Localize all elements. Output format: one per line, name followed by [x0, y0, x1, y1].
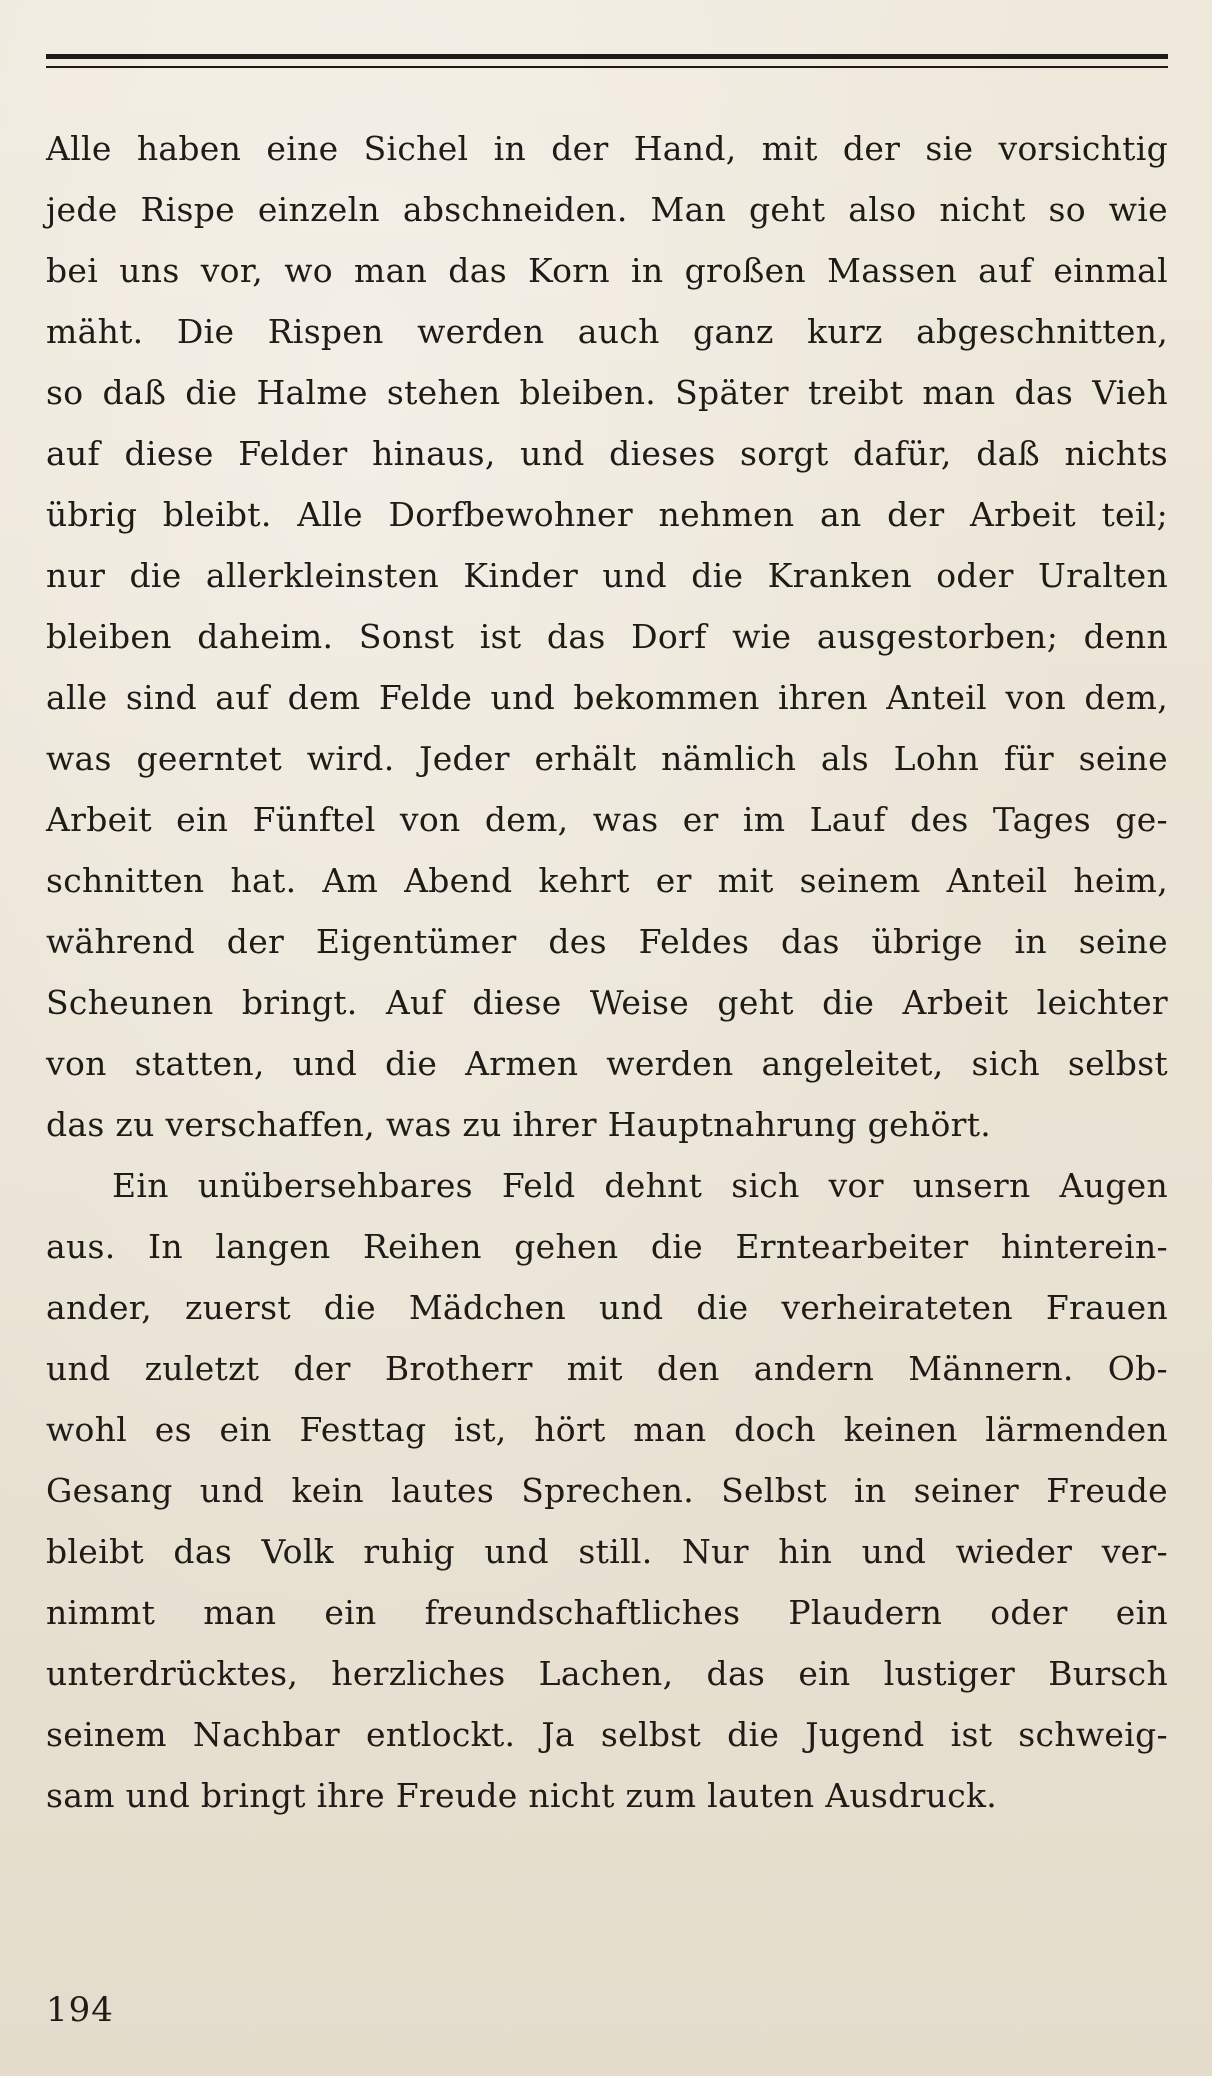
text-line: seinem Nachbar entlockt. Ja selbst die Jugend ist schweig-	[46, 1715, 1168, 1754]
text-line: übrig bleibt. Alle Dorfbewohner nehmen an der Arbeit teil;	[46, 495, 1168, 534]
text-line: während der Eigentümer des Feldes das übrige in seine	[46, 922, 1168, 961]
header-rule-thin	[46, 66, 1168, 68]
text-line: so daß die Halme stehen bleiben. Später treibt man das Vieh	[46, 373, 1168, 412]
text-line: mäht. Die Rispen werden auch ganz kurz abgeschnitten,	[46, 312, 1168, 351]
text-line: unterdrücktes, herzliches Lachen, das ein lustiger Bursch	[46, 1654, 1168, 1693]
text-line: Alle haben eine Sichel in der Hand, mit der sie vorsichtig	[46, 129, 1168, 168]
text-line: jede Rispe einzeln abschneiden. Man geht also nicht so wie	[46, 190, 1168, 229]
text-line: das zu verschaffen, was zu ihrer Hauptnahrung gehört.	[46, 1105, 992, 1144]
page-number: 194	[46, 1990, 114, 2030]
text-line: bei uns vor, wo man das Korn in großen Massen auf einmal	[46, 251, 1168, 290]
text-line: bleibt das Volk ruhig und still. Nur hin und wieder ver-	[46, 1532, 1168, 1571]
text-line: sam und bringt ihre Freude nicht zum lauten Ausdruck.	[46, 1776, 998, 1815]
text-line: von statten, und die Armen werden angeleitet, sich selbst	[46, 1044, 1168, 1083]
text-line: und zuletzt der Brotherr mit den andern Männern. Ob-	[46, 1349, 1168, 1388]
text-line: ander, zuerst die Mädchen und die verheirateten Frauen	[46, 1288, 1168, 1327]
text-line: Scheunen bringt. Auf diese Weise geht die Arbeit leichter	[46, 983, 1168, 1022]
text-line: Arbeit ein Fünftel von dem, was er im Lauf des Tages ge-	[46, 800, 1168, 839]
body-text	[46, 118, 1168, 1826]
text-line: aus. In langen Reihen gehen die Erntearbeiter hinterein-	[46, 1227, 1168, 1266]
text-line: Gesang und kein lautes Sprechen. Selbst in seiner Freude	[46, 1471, 1168, 1510]
text-line: wohl es ein Festtag ist, hört man doch keinen lärmenden	[46, 1410, 1168, 1449]
text-line: alle sind auf dem Felde und bekommen ihren Anteil von dem,	[46, 678, 1168, 717]
text-line: bleiben daheim. Sonst ist das Dorf wie ausgestorben; denn	[46, 617, 1168, 656]
header-rule-thick	[46, 54, 1168, 59]
text-line: nimmt man ein freundschaftliches Plaudern oder ein	[46, 1593, 1168, 1632]
text-line: was geerntet wird. Jeder erhält nämlich als Lohn für seine	[46, 739, 1168, 778]
text-line: Ein unübersehbares Feld dehnt sich vor unsern Augen	[112, 1166, 1168, 1205]
text-line: nur die allerkleinsten Kinder und die Kranken oder Uralten	[46, 556, 1168, 595]
text-line: schnitten hat. Am Abend kehrt er mit seinem Anteil heim,	[46, 861, 1168, 900]
text-line: auf diese Felder hinaus, und dieses sorgt dafür, daß nichts	[46, 434, 1168, 473]
